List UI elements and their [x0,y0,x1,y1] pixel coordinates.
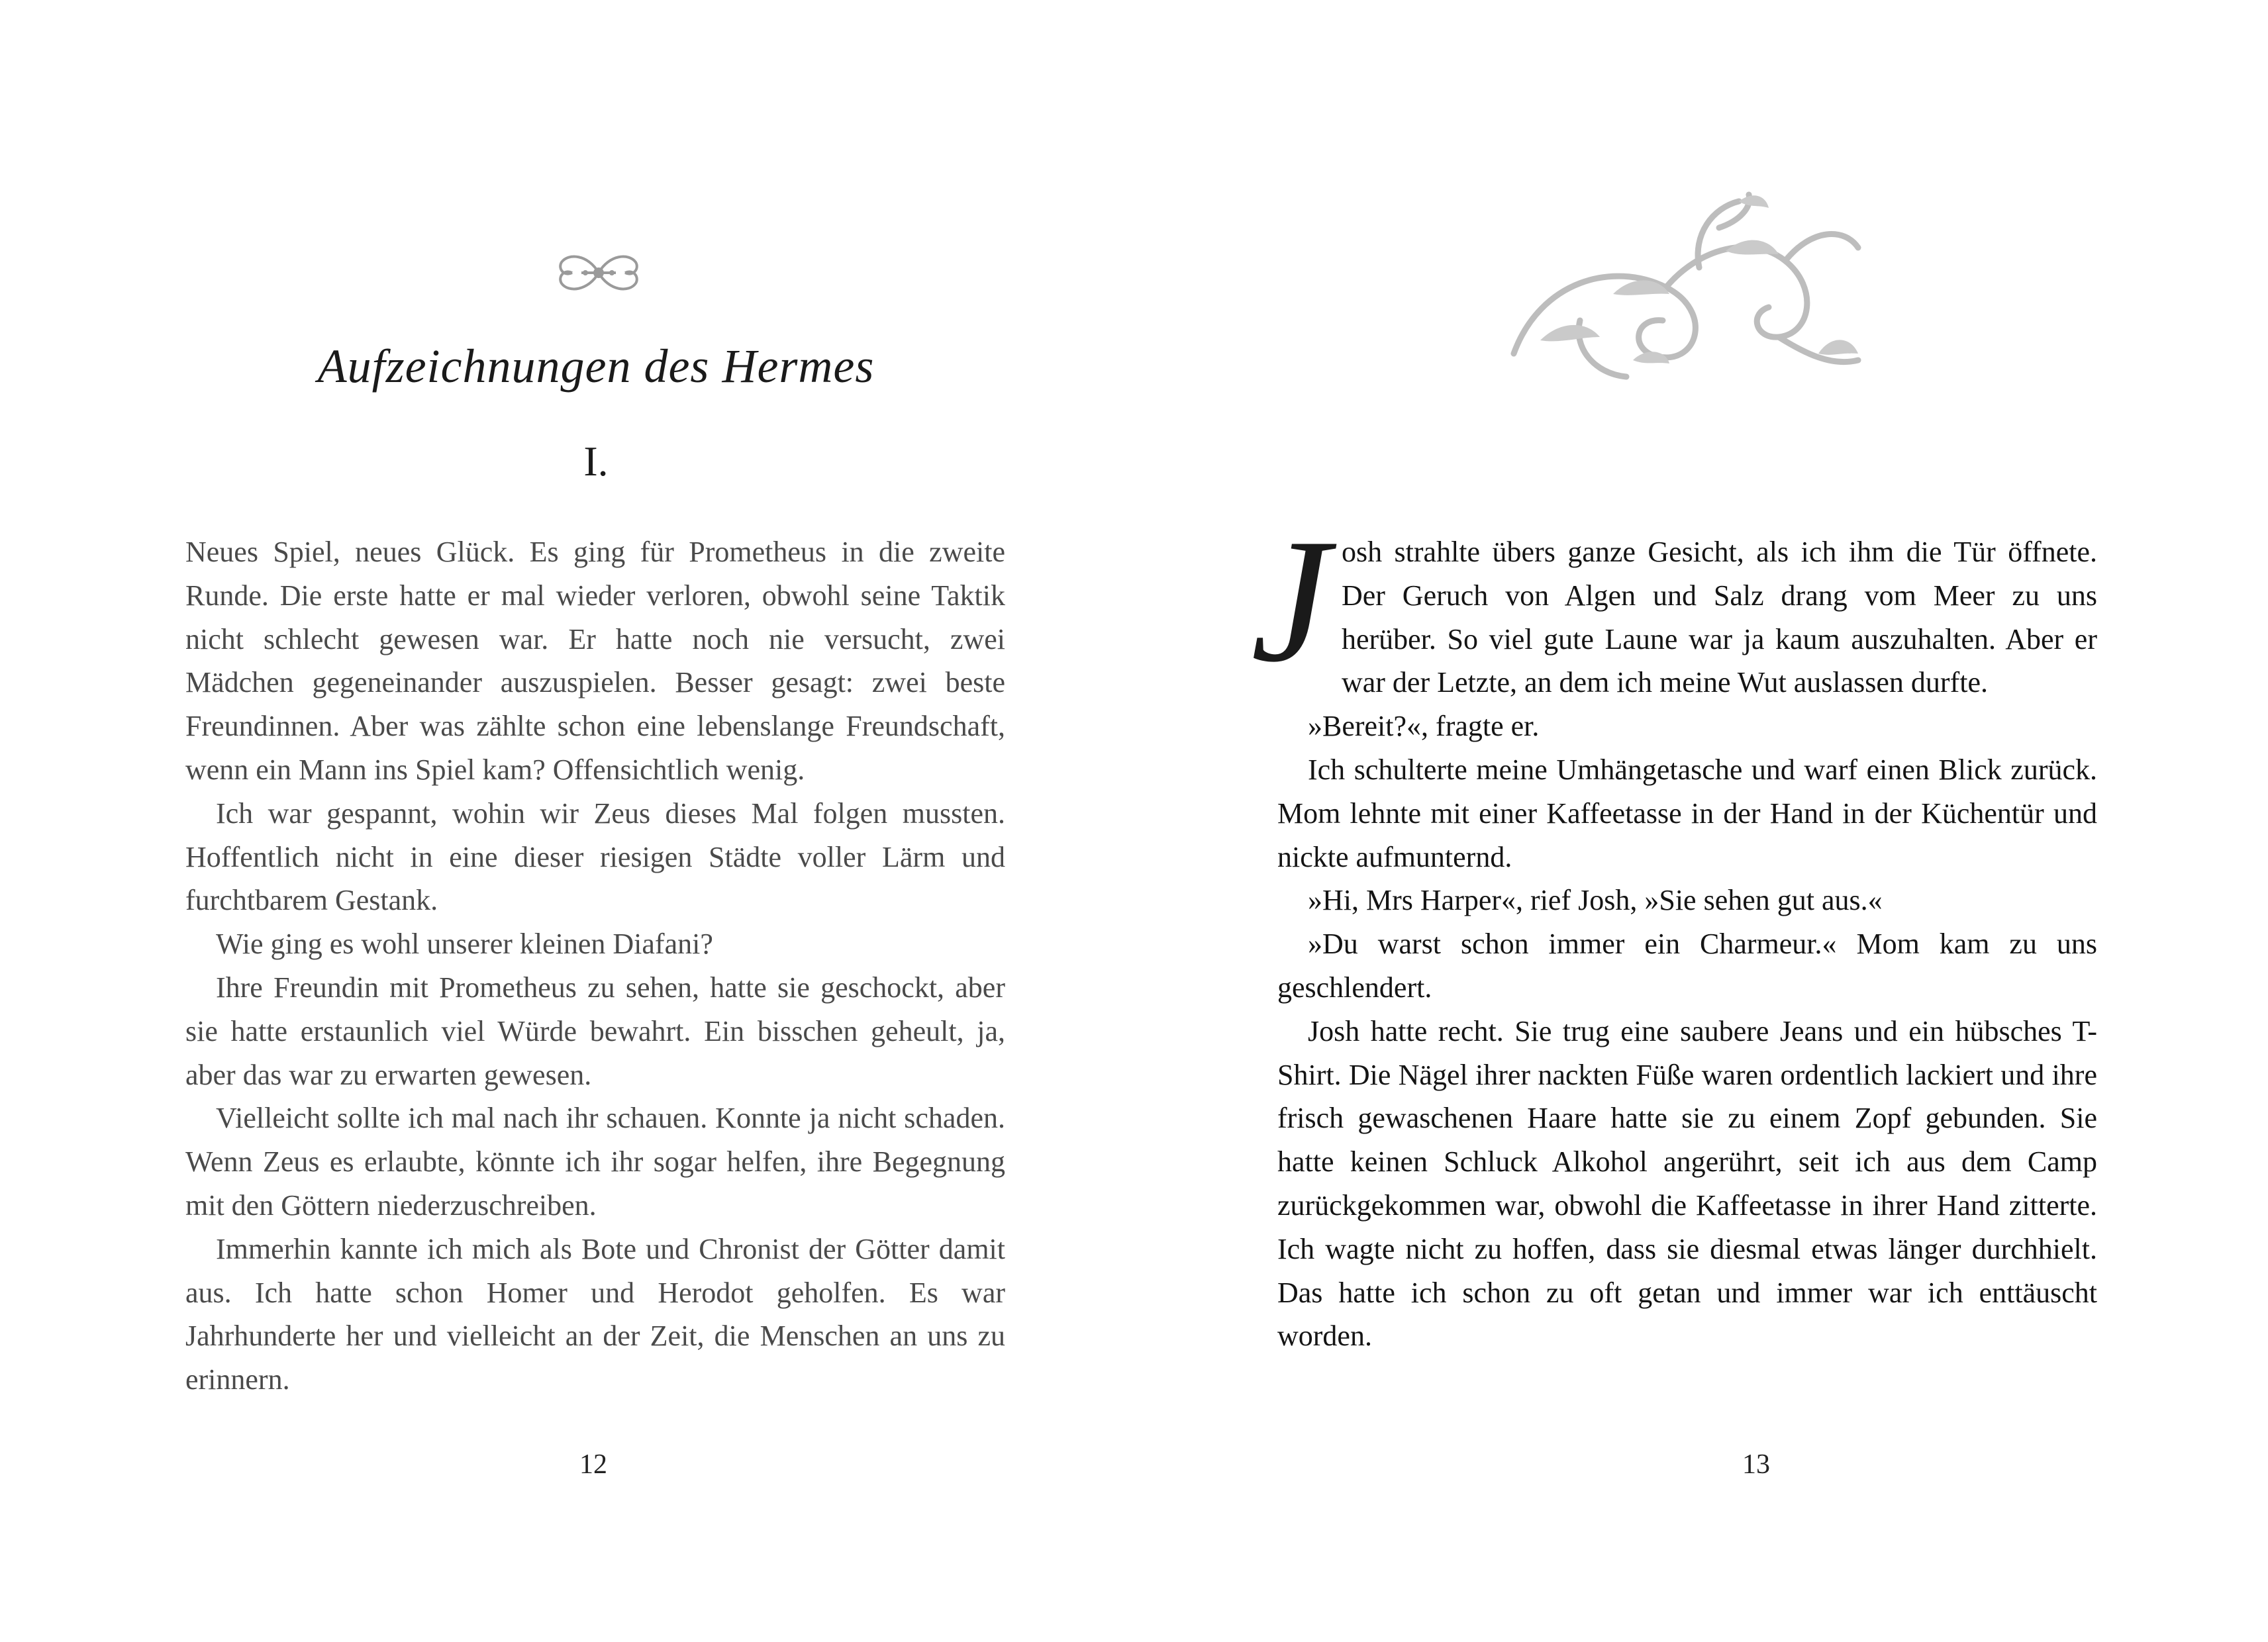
paragraph: Ich schulterte meine Umhängetasche und warf einen Blick zurück. Mom lehnte mit einer Kaffeetasse in der Hand in der Küchentür und nickte aufmunternd. [1277,753,2097,873]
paragraph: Ich war gespannt, wohin wir Zeus dieses Mal folgen mussten. Hoffentlich nicht in eine dieser riesigen Städte voller Lärm und furchtbarem Gestank. [185,797,1005,917]
paragraph: Vielleicht sollte ich mal nach ihr schauen. Konnte ja nicht schaden. Wenn Zeus es erlaubte, könnte ich ihr sogar helfen, ihre Begegnung mit den Göttern niederzuschreiben. [185,1102,1005,1222]
opening-paragraph [1251,502,2097,704]
chapter-title: Aufzeichnungen des Hermes [317,340,875,393]
paragraph: Neues Spiel, neues Glück. Es ging für Prometheus in die zweite Runde. Die erste hatte er mal wieder verloren, obwohl seine Taktik nicht schlecht gewesen war. Er hatte noch nie versucht, zwei Mädchen gegeneinander auszuspielen. Besser gesagt: zwei beste Freundinnen. Aber was zählte schon eine lebenslange Freundschaft, wenn ein Mann ins Spiel kam? Offensichtlich wenig. [185,536,1005,786]
chapter-number: I. [583,438,609,485]
paragraph: Ihre Freundin mit Prometheus zu sehen, hatte sie geschockt, aber sie hatte erstaunlich viel Würde bewahrt. Ein bisschen geheult, ja, aber das war zu erwarten gewesen. [185,971,1005,1091]
right-page [1134,0,2268,1642]
paragraph: Josh hatte recht. Sie trug eine saubere Jeans und ein hübsches T-Shirt. Die Nägel ihrer nackten Füße waren ordentlich lackiert und ihre frisch gewaschenen Haare hatte sie zu einem Zopf gebunden. Sie hatte keinen Schluck Alkohol angerührt, seit ich aus dem Camp zurückgekommen war, obwohl die Kaffeetasse in ihrer Hand zitterte. Ich wagte nicht zu hoffen, dass sie diesmal etwas länger durchhielt. Das hatte ich schon zu oft getan und immer war ich enttäuscht worden. [1277,1014,2097,1353]
page-number-right: 13 [1742,1449,1770,1480]
paragraph: »Hi, Mrs Harper«, rief Josh, »Sie sehen gut aus.« [1308,884,1883,917]
paragraph-text: osh strahlte übers ganze Gesicht, als ich ihm die Tür öffnete. Der Geruch von Algen und Salz drang vom Meer zu uns herüber. So viel gute Laune war ja kaum auszuhalten. Aber er war der Letzte, an dem ich meine Wut auslassen durfte. [1341,536,2097,699]
drop-cap: J [1251,502,1330,699]
small-ornament-icon [555,248,642,298]
floral-flourish-icon [1501,188,1871,400]
paragraph: »Bereit?«, fragte er. [1308,710,1540,743]
page-number-left: 12 [579,1449,607,1480]
paragraph: Immerhin kannte ich mich als Bote und Chronist der Götter damit aus. Ich hatte schon Homer und Herodot geholfen. Es war Jahrhunderte her und vielleicht an der Zeit, die Menschen an uns zu erinnern. [185,1232,1005,1396]
right-body-text [1251,502,2097,1358]
left-body-text [185,530,1005,1402]
paragraph: Wie ging es wohl unserer kleinen Diafani? [216,928,713,961]
paragraph: »Du warst schon immer ein Charmeur.« Mom kam zu uns geschlendert. [1277,928,2097,1004]
